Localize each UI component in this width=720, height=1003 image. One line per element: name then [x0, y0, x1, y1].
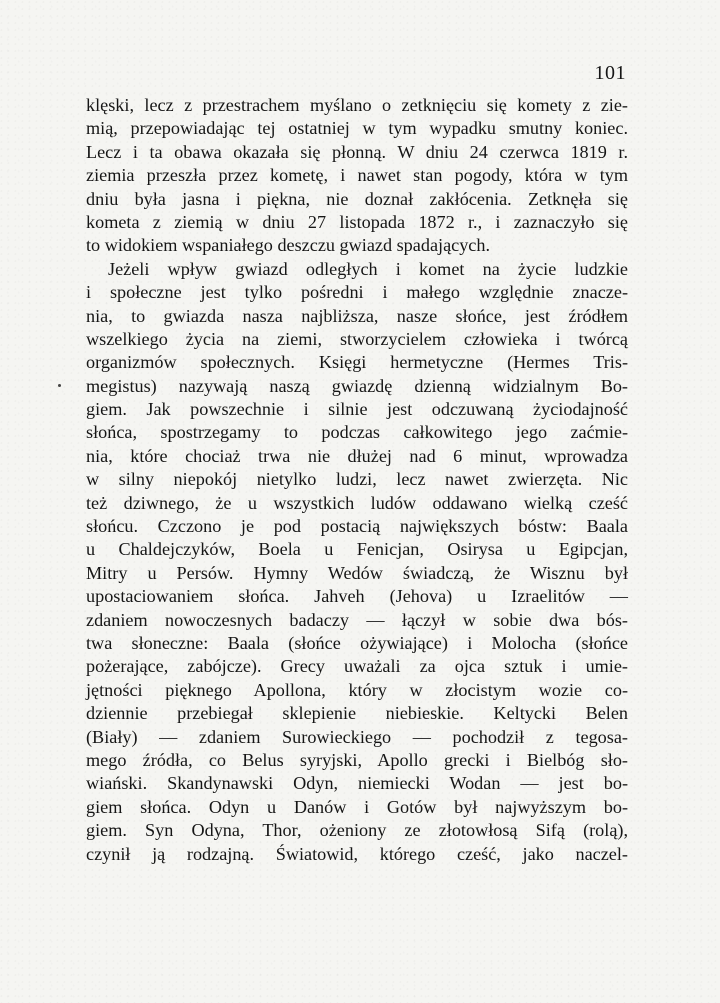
- body-text: [86, 94, 628, 866]
- text-line: Mitry u Persów. Hymny Wedów świadczą, że Wisznu był: [86, 562, 628, 583]
- text-line: giem. Jak powszechnie i silnie jest odczuwaną życiodajność: [86, 399, 628, 420]
- text-line: mego źródła, co Belus syryjski, Apollo grecki i Bielbóg sło-: [86, 749, 628, 770]
- text-line: Lecz i ta obawa okazała się płonną. W dniu 24 czerwca 1819 r.: [86, 141, 628, 162]
- text-line: twa słoneczne: Baala (słońce ożywiające) i Molocha (słońce: [86, 632, 628, 653]
- text-line: wiański. Skandynawski Odyn, niemiecki Wodan — jest bo-: [86, 773, 628, 794]
- text-line: czynił ją rodzajną. Światowid, którego cześć, jako naczel-: [86, 843, 628, 864]
- text-line: też dziwnego, że u wszystkich ludów oddawano wielką cześć: [86, 492, 628, 513]
- text-line: słońcu. Czczono je pod postacią największych bóstw: Baala: [86, 516, 628, 537]
- text-line: kometa z ziemią w dniu 27 listopada 1872 r., i zaznaczyło się: [86, 211, 628, 232]
- text-line: upostaciowaniem słońca. Jahveh (Jehova) u Izraelitów —: [86, 586, 628, 607]
- text-line: słońca, spostrzegamy to podczas całkowitego jego zaćmie-: [86, 422, 628, 443]
- text-line: ziemia przeszła przez kometę, i nawet stan pogody, która w tym: [86, 165, 628, 186]
- text-line: (Biały) — zdaniem Surowieckiego — pochodził z tegosa-: [86, 726, 628, 747]
- text-line: to widokiem wspaniałego deszczu gwiazd spadających.: [86, 235, 491, 256]
- text-line: organizmów społecznych. Księgi hermetyczne (Hermes Tris-: [86, 352, 628, 373]
- text-line: klęski, lecz z przestrachem myślano o zetknięciu się komety z zie-: [86, 95, 628, 115]
- text-line: w silny niepokój nietylko ludzi, lecz nawet zwierzęta. Nic: [86, 469, 628, 490]
- text-line: nia, to gwiazda nasza najbliższa, nasze słońce, jest źródłem: [86, 305, 628, 326]
- text-line: zdaniem nowoczesnych badaczy — łączył w sobie dwa bós-: [86, 609, 628, 630]
- text-line: megistus) nazywają naszą gwiazdę dzienną widzialnym Bo-: [86, 375, 628, 396]
- text-line: nia, które chociaż trwa nie dłużej nad 6 minut, wprowadza: [86, 445, 628, 466]
- text-line: wszelkiego życia na ziemi, stworzycielem człowieka i twórcą: [86, 328, 628, 349]
- text-line: u Chaldejczyków, Boela u Fenicjan, Osirysa u Egipcjan,: [86, 539, 628, 560]
- text-line: giem. Syn Odyna, Thor, ożeniony ze złotowłosą Sifą (rolą),: [86, 820, 628, 841]
- text-line: dniu była jasna i piękna, nie doznał zakłócenia. Zetknęła się: [86, 188, 628, 209]
- margin-speck: [58, 384, 61, 387]
- text-line: i społeczne jest tylko pośredni i małego względnie znacze-: [86, 282, 628, 303]
- page-number: 101: [594, 62, 626, 84]
- text-line: giem słońca. Odyn u Danów i Gotów był najwyższym bo-: [86, 796, 628, 817]
- text-line: jętności pięknego Apollona, który w złocistym wozie co-: [86, 679, 628, 700]
- text-line: dziennie przebiegał sklepienie niebieskie. Keltycki Belen: [86, 703, 628, 724]
- text-line: mią, przepowiadając tej ostatniej w tym wypadku smutny koniec.: [86, 118, 628, 139]
- text-line: pożerające, zabójcze). Grecy uważali za ojca sztuk i umie-: [86, 656, 628, 677]
- text-line: Jeżeli wpływ gwiazd odległych i komet na życie ludzkie: [108, 258, 628, 279]
